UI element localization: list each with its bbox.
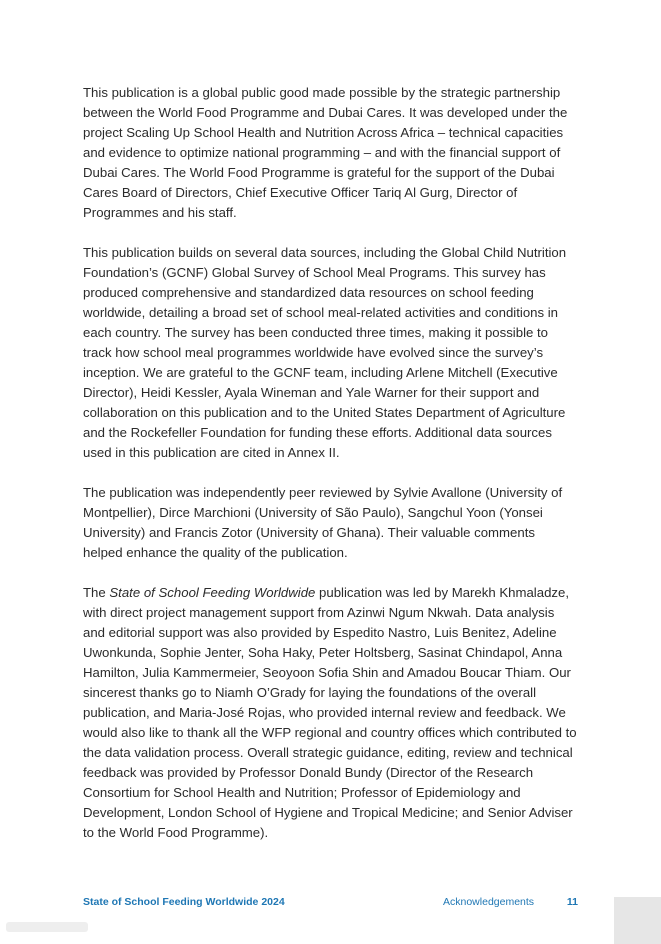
page-number: 11 — [566, 896, 578, 908]
acknowledgements-body — [83, 83, 578, 863]
watermark-mark — [6, 922, 88, 932]
footer-publication-title: State of School Feeding Worldwide 2024 — [83, 896, 285, 908]
publication-title-italic: State of School Feeding Worldwide — [109, 585, 316, 600]
corner-tab — [614, 897, 661, 944]
paragraph-credits — [83, 583, 578, 843]
credits-text: publication was led by Marekh Khmaladze, with direct project management support from Azinwi Ngum Nkwah. Data analysis and editorial support was also provided by Espedito Nastro, Luis Benitez, Adeline Uwonkunda, Sophie Jenter, Soha Haky, Peter Holtsberg, Sasinat Chindapol, Anna Hamilton, Julia Kammermeier, Seoyoon Sofia Shin and Amadou Boucar Thiam. Our sincerest thanks go to Niamh O’Grady for laying the foundations of the overall publication, and Maria-José Rojas, who provided internal review and feedback. We would also like to thank all the WFP regional and country offices which contributed to the data validation process. Overall strategic guidance, editing, review and technical feedback was provided by Professor Donald Bundy (Director of the Research Consortium for School Health and Nutrition; Professor of Epidemiology and Development, London School of Hygiene and Tropical Medicine; and Senior Adviser to the World Food Programme). — [83, 585, 577, 840]
credits-prefix: The — [83, 585, 110, 600]
paragraph-data-sources: This publication builds on several data sources, including the Global Child Nutrition Foundation’s (GCNF) Global Survey of School Meal Programs. This survey has produced comprehensive and standardized data resources on school feeding worldwide, detailing a broad set of school meal-related activities and conditions in each country. The survey has been conducted three times, making it possible to track how school meal programmes worldwide have evolved since the survey’s inception. We are grateful to the GCNF team, including Arlene Mitchell (Executive Director), Heidi Kessler, Ayala Wineman and Yale Warner for their support and collaboration on this publication and to the United States Department of Agriculture and the Rockefeller Foundation for funding these efforts. Additional data sources used in this publication are cited in Annex II. — [83, 245, 567, 460]
paragraph-partnership: This publication is a global public good made possible by the strategic partnership between the World Food Programme and Dubai Cares. It was developed under the project Scaling Up School Health and Nutrition Across Africa – technical capacities and evidence to optimize national programming – and with the financial support of Dubai Cares. The World Food Programme is grateful for the support of the Dubai Cares Board of Directors, Chief Executive Officer Tariq Al Gurg, Director of Programmes and his staff. — [83, 85, 568, 220]
page-footer — [83, 896, 578, 910]
paragraph-peer-review: The publication was independently peer reviewed by Sylvie Avallone (University of Montpellier), Dirce Marchioni (University of São Paulo), Sangchul Yoon (Yonsei University) and Francis Zotor (University of Ghana). Their valuable comments helped enhance the quality of the publication. — [83, 485, 563, 560]
footer-section-name: Acknowledgements — [443, 896, 535, 908]
watermark — [6, 922, 90, 936]
